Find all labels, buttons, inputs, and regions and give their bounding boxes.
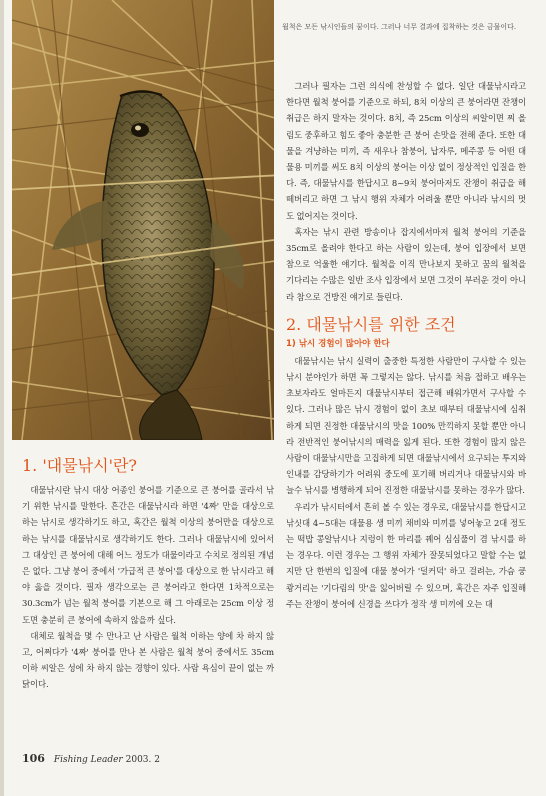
paragraph: 대물낚시란 낚시 대상 어종인 붕어를 기준으로 큰 붕어를 골라서 낚기 위한 낚시를 말한다. 흔간은 대물낚시라 하면 '4짜' 만을 대상으로 하는 낚시로 생각하기도 하고, 혹간은 월척 이상의 붕어만을 대상으로 하는 낚시를 대물낚시로 생각하기도 한다. 그러나 대물낚시에 있어서 그 대상인 큰 붕어에 대해 어느 정도가 대물이라고 수치로 정의된 개념은 없다. 그냥 붕어 중에서 '가급적 큰 붕어'를 대상으로 한 낚시라고 해야 옳을 것이다. 필자 생각으로는 큰 붕어라고 한다면 1차적으로는 30.3cm가 넘는 월척 붕어를 기본으로 해 그 아래로는 25cm 이상 정도면 충분히 큰 붕어에 속하지 않을까 싶다.	[22, 485, 274, 625]
right-column	[286, 78, 526, 612]
magazine-name: Fishing Leader	[53, 755, 123, 765]
page-footer	[22, 752, 160, 765]
carp-photo	[12, 0, 274, 440]
page-edge	[0, 0, 4, 796]
paragraph: 대물낚시는 낚시 실력이 출중한 특정한 사람만이 구사할 수 있는 낚시 분야인가 하면 꼭 그렇지는 않다. 낚시를 처음 접하고 배우는 초보자라도 얼마든지 대물낚시부터 접근해 배워가면서 구사할 수 있다. 그러나 많은 낚시 경험이 없이 초보 때부터 대물낚시에 심취하게 되면 진정한 대물낚시의 맛을 100% 만끽하지 못할 뿐만 아니라 전반적인 붕어낚시의 매력을 잃게 된다. 또한 경험이 많지 않은 사람이 대물낚시만을 고집하게 되면 대물낚시에서 요구되는 투지와 인내를 감당하기가 어려워 중도에 포기해 버리거나 대물낚시와 바늘수 낚시를 병행하게 되어 진정한 대물낚시를 못하는 경우가 많다.	[286, 355, 526, 496]
carp-on-reeds-image	[12, 0, 274, 440]
photo-caption: 월척은 모든 낚시인들의 꿈이다. 그러나 너무 결과에 집착하는 것은 금물이다.	[282, 23, 517, 31]
issue-date: 2003. 2	[125, 755, 160, 765]
section-1-title: 1. '대물낚시'란?	[22, 456, 138, 475]
section-2-subtitle: 1) 낚시 경험이 많아야 한다	[286, 338, 390, 349]
paragraph: 혹자는 낚시 관련 방송이나 잡지에서마저 월척 붕어의 기준을 35cm로 올려야 한다고 하는 사람이 있는데, 붕어 입장에서 보면 참으로 억울한 얘기다. 월척을 이직 만나보지 못하고 꿈의 월척을 기다리는 수많은 일반 조사 입장에서 보면 그것이 부러운 것이 아니라 참으로 건방진 얘기로 들린다.	[286, 226, 526, 302]
page-number: 106	[22, 752, 45, 765]
left-column	[22, 456, 274, 693]
section-2-title: 2. 대물낚시를 위한 조건	[286, 314, 456, 334]
paragraph: 그러나 필자는 그런 의식에 찬성할 수 없다. 일단 대물낚시라고 한다면 월척 붕어를 기준으로 하되, 8치 이상의 큰 붕어라면 잔챙이 취급은 하지 말자는 것이다. 8치, 즉 25cm 이상의 씨알이면 찌 올림도 중후하고 힘도 좋아 충분한 큰 붕어 손맛을 전해 준다. 또한 대물을 겨냥하는 미끼, 즉 새우나 참붕어, 납자루, 메주콩 등 어떤 대물용 미끼를 써도 8치 이상의 붕어는 이상 없이 정상적인 입질을 한다. 즉, 대물낚시를 한답시고 8~9치 붕어마저도 잔챙이 취급을 해 떼버리고 하면 그 낚시 행위 자체가 어려울 뿐만 아니라 낚시의 멋도 없어지는 것이다.	[286, 81, 526, 221]
paragraph: 대체로 월척을 몇 수 만나고 난 사람은 월척 이하는 양에 차 하지 않고, 어쩌다가 '4짜' 붕어를 만나 본 사람은 월척 붕어 중에서도 35cm 이하 씨알은 성에 차 하지 않는 경향이 있다. 사람 욕심이 끝이 없는 까닭이다.	[22, 630, 274, 690]
paragraph: 우리가 낚시터에서 흔히 볼 수 있는 경우로, 대물낚시를 한답시고 낚싯대 4~5대는 대물용 생 미끼 채비와 미끼를 넣어놓고 2대 정도는 떡밥 콩알낚시나 지렁이 한 마리를 꿰어 심심풀이 겸 낚시를 하는 경우다. 이런 경우는 그 행위 자체가 잘못되었다고 말할 수는 없지만 단 한번의 입질에 대물 붕어가 '덜커덕' 하고 걸려는, 가슴 쿵쾅거리는 '기다림의 맛'을 잃어버릴 수 있으며, 혹간은 자주 입질해 주는 잔챙이 붕어에 신경을 쓰다가 정작 생 미끼에 오는 대	[286, 501, 526, 609]
